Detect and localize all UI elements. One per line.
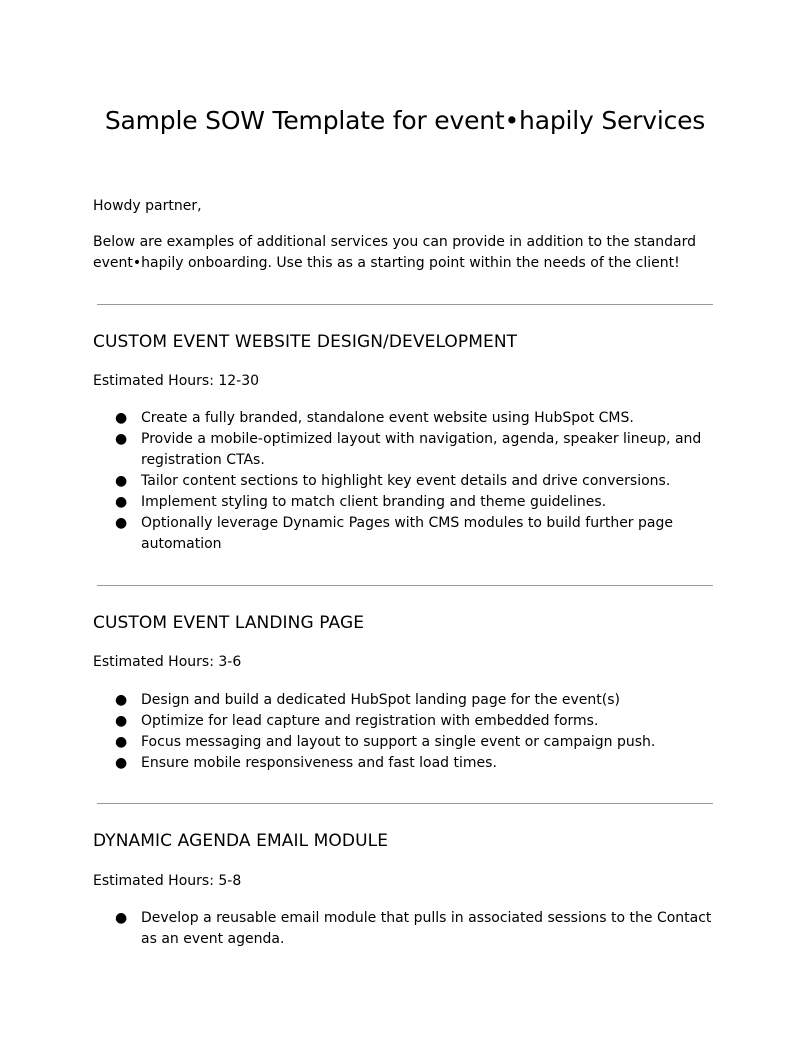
list-item: ● Create a fully branded, standalone event website using HubSpot CMS. [93, 408, 723, 429]
divider [97, 585, 713, 586]
bullet-icon: ● [115, 473, 128, 489]
bullet-list [93, 690, 723, 774]
divider [97, 803, 713, 804]
section-heading: DYNAMIC AGENDA EMAIL MODULE [93, 831, 389, 851]
list-item: ● Design and build a dedicated HubSpot landing page for the event(s) [93, 690, 723, 711]
list-item: ● Focus messaging and layout to support a single event or campaign push. [93, 732, 723, 753]
list-item: ● Optimize for lead capture and registration with embedded forms. [93, 711, 723, 732]
bullet-icon: ● [115, 734, 128, 750]
list-item: ● Implement styling to match client branding and theme guidelines. [93, 492, 723, 513]
greeting: Howdy partner, [93, 198, 202, 214]
bullet-icon: ● [115, 410, 128, 426]
list-item: ● Optionally leverage Dynamic Pages with CMS modules to build further page automation [115, 515, 673, 552]
list-item: ● Ensure mobile responsiveness and fast load times. [93, 753, 723, 774]
section-heading: CUSTOM EVENT WEBSITE DESIGN/DEVELOPMENT [93, 332, 518, 352]
list-item: ● Develop a reusable email module that pulls in associated sessions to the Contact as an event agenda. [115, 910, 712, 947]
bullet-icon: ● [115, 713, 128, 729]
section-heading: CUSTOM EVENT LANDING PAGE [93, 613, 365, 633]
bullet-icon: ● [115, 431, 128, 447]
bullet-icon: ● [115, 494, 128, 510]
bullet-icon: ● [115, 515, 128, 531]
estimated-hours: Estimated Hours: 3-6 [93, 654, 242, 670]
intro-paragraph: Below are examples of additional services you can provide in addition to the standard event•hapily onboarding. Use this as a starting point within the needs of the client! [93, 234, 697, 271]
list-item: ● Tailor content sections to highlight key event details and drive conversions. [93, 471, 723, 492]
estimated-hours: Estimated Hours: 12-30 [93, 373, 260, 389]
estimated-hours: Estimated Hours: 5-8 [93, 873, 242, 889]
bullet-list [93, 908, 723, 950]
page-title: Sample SOW Template for event•hapily Services [104, 106, 706, 135]
list-item: ● Provide a mobile-optimized layout with navigation, agenda, speaker lineup, and registration CTAs. [115, 431, 702, 468]
bullet-icon: ● [115, 755, 128, 771]
bullet-icon: ● [115, 692, 128, 708]
bullet-list [93, 408, 723, 555]
bullet-icon: ● [115, 910, 128, 926]
divider [97, 304, 713, 305]
